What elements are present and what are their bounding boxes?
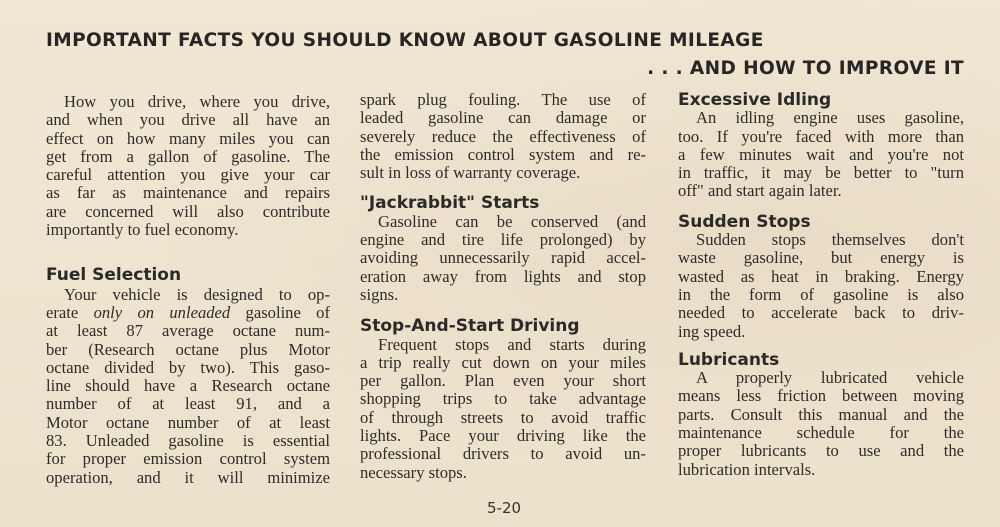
page-title: IMPORTANT FACTS YOU SHOULD KNOW ABOUT GASOLINE MILEAGE	[46, 30, 764, 51]
column-2	[360, 91, 646, 482]
intro-line: careful attention you give your car	[46, 165, 330, 185]
fuel-line: 83. Unleaded gasoline is essential	[46, 431, 330, 451]
stop-start-line: of through streets to avoid traffic	[360, 407, 646, 427]
stop-start-line: per gallon. Plan even your short	[360, 371, 646, 391]
sudden-stops-line: in the form of gasoline is also	[678, 284, 964, 304]
stop-start-line: a trip really cut down on your miles	[360, 352, 646, 372]
sudden-stops-line: waste gasoline, but energy is	[678, 248, 964, 268]
column-1	[46, 93, 330, 487]
jackrabbit-line: eration away from lights and stop	[360, 266, 646, 286]
lubricants-line: maintenance schedule for the	[678, 423, 964, 443]
sudden-stops-line: needed to accelerate back to driv-	[678, 303, 964, 323]
lubricants-line: lubrication intervals.	[678, 459, 816, 479]
idling-line: a few minutes wait and you're not	[678, 144, 964, 164]
fuel-line: octane divided by two). This gaso-	[46, 357, 330, 377]
idling-line: too. If you're faced with more than	[678, 126, 964, 146]
stop-start-line: professional drivers to avoid un-	[360, 444, 646, 464]
stop-start-line: Frequent stops and starts during	[378, 334, 646, 354]
section-heading-jackrabbit-starts: "Jackrabbit" Starts	[360, 193, 540, 214]
intro-line: and when you drive all have an	[46, 110, 330, 130]
fuel-line: line should have a Research octane	[46, 376, 330, 396]
continued-line: severely reduce the effectiveness of	[360, 126, 646, 146]
intro-line: as far as maintenance and repairs	[46, 183, 330, 203]
lubricants-line: means less friction between moving	[678, 386, 964, 406]
stop-start-line: necessary stops.	[360, 462, 467, 482]
section-heading-fuel-selection: Fuel Selection	[46, 265, 182, 286]
continued-line: leaded gasoline can damage or	[360, 108, 646, 128]
intro-line: are concerned will also contribute	[46, 201, 330, 221]
intro-line: effect on how many miles you can	[46, 128, 330, 148]
fuel-line-pre: erate	[46, 302, 94, 322]
idling-line: off" and start again later.	[678, 181, 842, 201]
fuel-line: Your vehicle is designed to op-	[64, 284, 330, 304]
intro-line: How you drive, where you drive,	[64, 92, 330, 111]
fuel-line: at least 87 average octane num-	[46, 321, 330, 341]
jackrabbit-line: Gasoline can be conserved (and	[378, 211, 646, 231]
page-number: 5-20	[487, 499, 522, 517]
continued-line: spark plug fouling. The use of	[360, 90, 646, 109]
intro-line: get from a gallon of gasoline. The	[46, 146, 330, 166]
sudden-stops-line: Sudden stops themselves don't	[696, 230, 964, 250]
continued-line: the emission control system and re-	[360, 144, 646, 164]
column-3	[678, 91, 964, 479]
unleaded-emphasis: only on unleaded	[93, 302, 231, 322]
fuel-line: Motor octane number of at least	[46, 412, 330, 432]
jackrabbit-line: avoiding unnecessarily rapid accel-	[360, 248, 646, 268]
section-heading-sudden-stops: Sudden Stops	[678, 211, 811, 232]
fuel-line: ber (Research octane plus Motor	[46, 339, 330, 359]
lubricants-line: A properly lubricated vehicle	[696, 368, 964, 388]
idling-line: in traffic, it may be better to "turn	[678, 163, 964, 183]
stop-start-line: shopping trips to take advantage	[360, 389, 646, 409]
fuel-line: operation, and it will minimize	[46, 467, 330, 487]
lubricants-line: parts. Consult this manual and the	[678, 404, 964, 424]
jackrabbit-line: engine and tire life prolonged) by	[360, 230, 646, 250]
section-heading-excessive-idling: Excessive Idling	[678, 90, 832, 110]
sudden-stops-line: wasted as heat in braking. Energy	[678, 266, 964, 286]
stop-start-line: lights. Pace your driving like the	[360, 426, 646, 446]
sudden-stops-line: ing speed.	[678, 321, 746, 341]
fuel-line	[46, 304, 330, 322]
fuel-line-post: gasoline of	[230, 302, 330, 322]
page-subtitle: . . . AND HOW TO IMPROVE IT	[647, 58, 964, 79]
fuel-line: number of at least 91, and a	[46, 394, 330, 414]
idling-line: An idling engine uses gasoline,	[696, 108, 964, 128]
intro-line: importantly to fuel economy.	[46, 220, 239, 240]
jackrabbit-line: signs.	[360, 284, 399, 304]
lubricants-line: proper lubricants to use and the	[678, 441, 964, 461]
section-heading-stop-and-start: Stop-And-Start Driving	[360, 316, 580, 337]
fuel-line: for proper emission control system	[46, 449, 330, 469]
section-heading-lubricants: Lubricants	[678, 349, 780, 370]
continued-line: sult in loss of warranty coverage.	[360, 163, 581, 183]
